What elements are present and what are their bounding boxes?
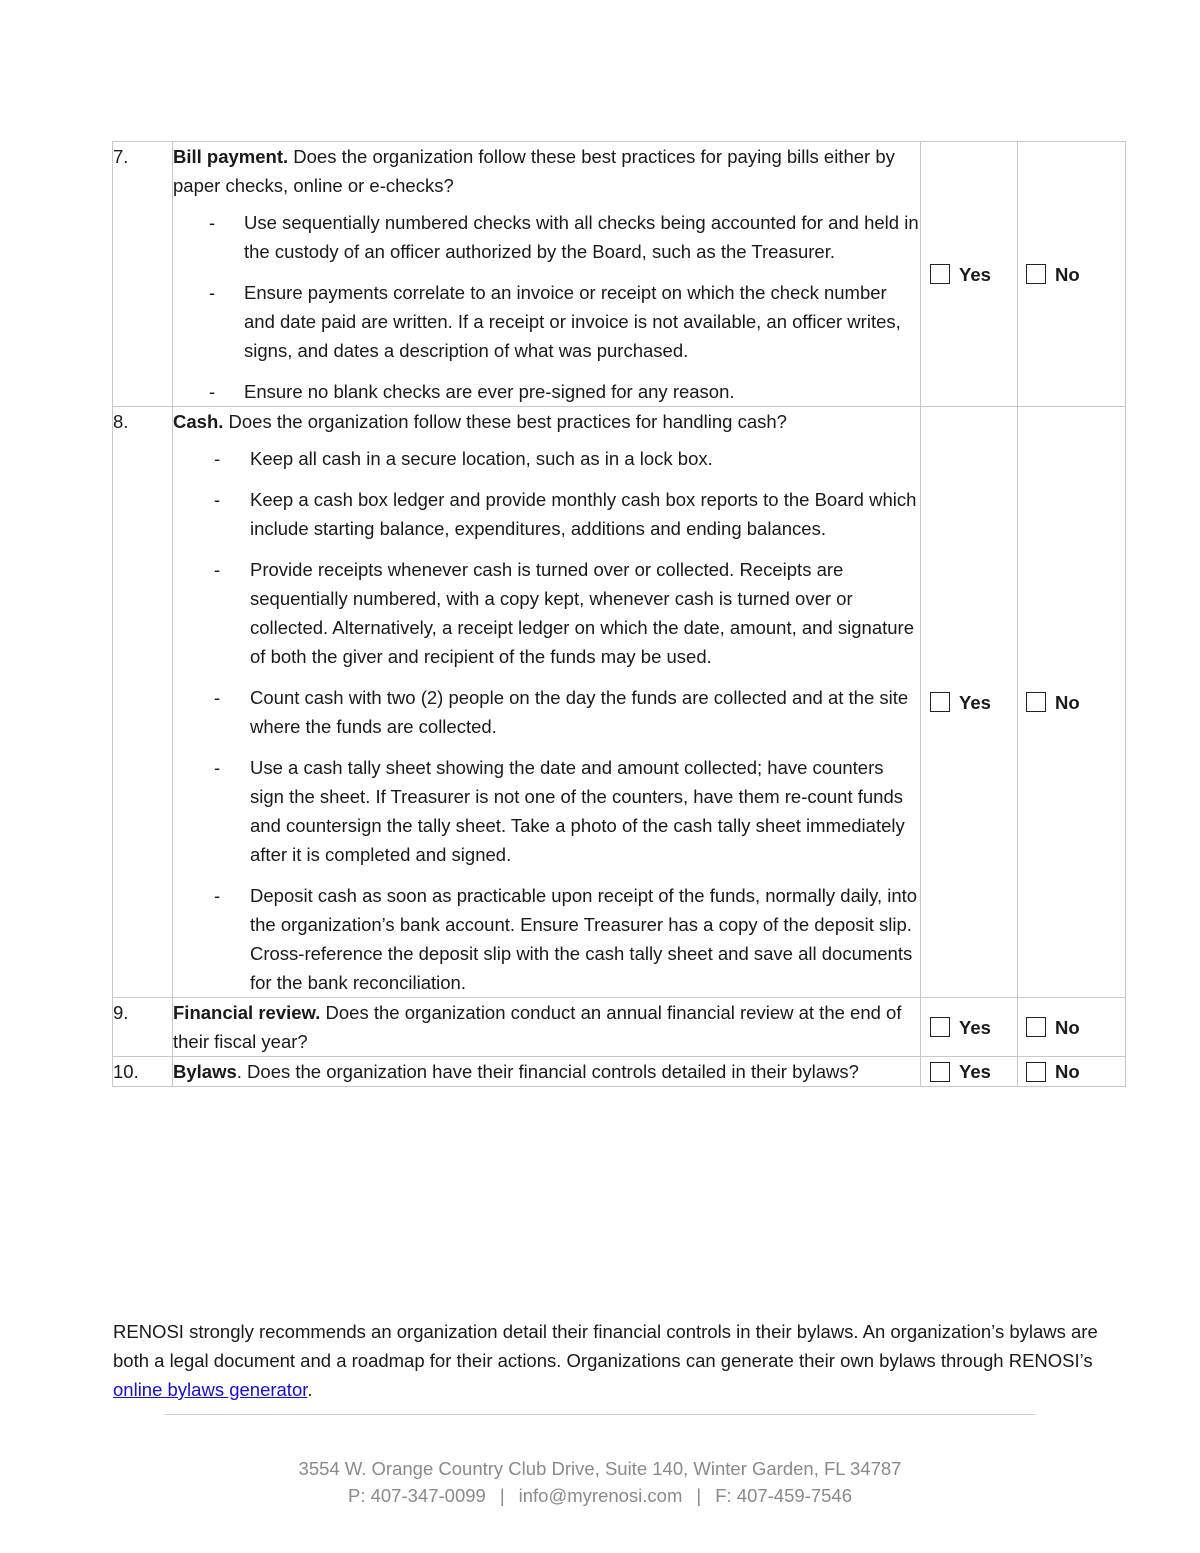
no-checkbox[interactable] [1026,1017,1046,1037]
list-item: - Count cash with two (2) people on the day the funds are collected and at the site where the funds are collected. [173,683,920,741]
bullet-dash: - [214,489,221,510]
no-checkbox[interactable] [1026,1062,1046,1082]
no-checkbox[interactable] [1026,692,1046,712]
question-title: Financial review. [173,1002,321,1023]
question-number: 9. [113,998,173,1057]
bullet-dash: - [214,559,221,580]
yes-cell [921,1057,1018,1087]
list-item: - Keep all cash in a secure location, such as in a lock box. [173,444,920,473]
footer-separator: | [499,1485,505,1506]
yes-checkbox[interactable] [930,1062,950,1082]
question-number: 7. [113,142,173,407]
checklist-row-9 [113,998,1126,1057]
question-number: 10. [113,1057,173,1087]
footer-contact [0,1482,1200,1509]
question-text-cell [173,407,921,998]
recommendation-end: . [307,1379,313,1400]
no-label: No [1055,1061,1080,1082]
page-footer [0,1455,1200,1509]
checklist-row-7 [113,142,1126,407]
yes-checkbox[interactable] [930,692,950,712]
yes-checkbox[interactable] [930,1017,950,1037]
footer-fax: F: 407-459-7546 [715,1485,852,1506]
yes-checkbox[interactable] [930,264,950,284]
no-label: No [1055,691,1080,713]
best-practice-list [173,444,920,997]
question-heading [173,142,920,200]
no-checkbox[interactable] [1026,264,1046,284]
list-item: - Keep a cash box ledger and provide monthly cash box reports to the Board which include starting balance, expenditures, additions and ending balances. [173,485,920,543]
best-practice-list [173,208,920,406]
list-item: - Use a cash tally sheet showing the date and amount collected; have counters sign the sheet. If Treasurer is not one of the counters, have them re-count funds and countersign the tally sheet. Take a photo of the cash tally sheet immediately after it is completed and signed. [173,753,920,869]
question-body: . Does the organization have their financial controls detailed in their bylaws? [236,1061,859,1082]
question-text-cell [173,142,921,407]
question-body: Does the organization conduct an annual financial review at the end of their fiscal year? [173,1002,902,1052]
question-title: Cash. [173,411,224,432]
list-item: - Use sequentially numbered checks with all checks being accounted for and held in the custody of an officer authorized by the Board, such as the Treasurer. [173,208,920,266]
yes-label: Yes [959,1061,991,1082]
yes-cell [921,407,1018,998]
bylaws-generator-link[interactable]: online bylaws generator [113,1379,308,1400]
list-item: - Ensure no blank checks are ever pre-signed for any reason. [173,377,920,406]
question-text-cell [173,998,921,1057]
no-cell [1018,407,1126,998]
question-heading [173,998,920,1056]
footer-phone: P: 407-347-0099 [347,1485,486,1506]
bullet-dash: - [209,282,216,303]
yes-cell [921,142,1018,407]
yes-label: Yes [959,1016,991,1038]
footer-divider [165,1414,1035,1415]
question-body: Does the organization follow these best practices for handling cash? [223,411,787,432]
yes-cell [921,998,1018,1057]
footer-address: 3554 W. Orange Country Club Drive, Suite 140, Winter Garden, FL 34787 [298,1458,902,1479]
bullet-dash: - [209,212,216,233]
bullet-dash: - [214,885,221,906]
bullet-dash: - [209,381,216,402]
bylaws-recommendation [113,1317,1113,1404]
financial-controls-checklist [112,141,1126,1087]
yes-label: Yes [959,691,991,713]
recommendation-text: RENOSI strongly recommends an organization detail their financial controls in their bylaws. An organization’s bylaws are both a legal document and a roadmap for their actions. Organizations can generate their own bylaws through RENOSI’s [113,1321,1098,1371]
no-label: No [1055,1016,1080,1038]
bullet-dash: - [214,757,221,778]
question-heading [173,1057,920,1086]
question-text-cell [173,1057,921,1087]
checklist-row-10 [113,1057,1126,1087]
bullet-dash: - [214,448,221,469]
yes-label: Yes [959,263,991,285]
checklist-row-8 [113,407,1126,998]
question-title: Bill payment. [173,146,289,167]
list-item: - Deposit cash as soon as practicable upon receipt of the funds, normally daily, into the organization’s bank account. Ensure Treasurer has a copy of the deposit slip. Cross-reference the deposit slip with the cash tally sheet and save all documents for the bank reconciliation. [173,881,920,997]
no-cell [1018,142,1126,407]
question-number: 8. [113,407,173,998]
footer-separator: | [696,1485,702,1506]
no-label: No [1055,263,1080,285]
no-cell [1018,998,1126,1057]
list-item: - Provide receipts whenever cash is turned over or collected. Receipts are sequentially numbered, with a copy kept, whenever cash is turned over or collected. Alternatively, a receipt ledger on which the date, amount, and signature of both the giver and recipient of the funds may be used. [173,555,920,671]
bullet-dash: - [214,687,221,708]
list-item: - Ensure payments correlate to an invoice or receipt on which the check number and date paid are written. If a receipt or invoice is not available, an officer writes, signs, and dates a description of what was purchased. [173,278,920,365]
question-heading [173,407,920,436]
footer-email: info@myrenosi.com [518,1485,683,1506]
no-cell [1018,1057,1126,1087]
question-body: Does the organization follow these best practices for paying bills either by paper checks, online or e-checks? [173,146,895,196]
question-title: Bylaws [173,1061,237,1082]
